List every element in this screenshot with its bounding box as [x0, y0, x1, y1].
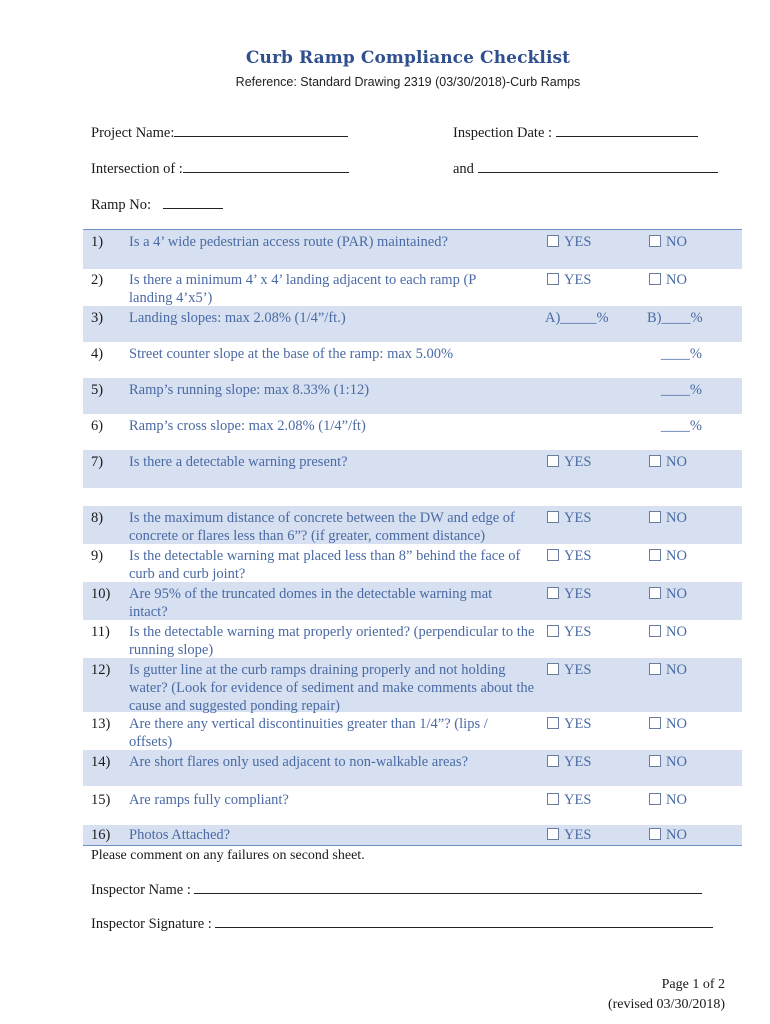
inspection-date-label: Inspection Date : [453, 125, 553, 141]
checkbox-icon [649, 625, 661, 637]
checklist-row-2 [83, 268, 742, 306]
checklist-row-8 [83, 506, 742, 544]
checkbox-icon [547, 663, 559, 675]
and-label: and [453, 161, 474, 177]
inspector-signature-blank[interactable] [215, 915, 713, 928]
checkbox-icon [649, 793, 661, 805]
item-number: 1) [91, 234, 104, 250]
checklist-row-14 [83, 750, 742, 786]
item-number: 14) [91, 754, 111, 770]
checklist-row-16 [83, 825, 742, 845]
item-number: 3) [91, 310, 104, 326]
ramp-no-field[interactable] [91, 196, 223, 214]
intersection-field[interactable] [91, 160, 349, 178]
item-question: Photos Attached? [129, 827, 231, 843]
no-checkbox[interactable] [649, 585, 687, 603]
no-label: NO [666, 716, 687, 732]
yes-checkbox[interactable] [547, 753, 591, 771]
item-number: 8) [91, 510, 104, 526]
inspection-date-field[interactable] [453, 124, 698, 142]
no-label: NO [666, 548, 687, 564]
item-question: Are 95% of the truncated domes in the detectable warning mat intact? [129, 586, 493, 620]
no-label: NO [666, 272, 687, 288]
item-number: 11) [91, 624, 110, 640]
no-label: NO [666, 586, 687, 602]
no-checkbox[interactable] [649, 715, 687, 733]
yes-checkbox[interactable] [547, 233, 591, 251]
item-number: 2) [91, 272, 104, 288]
item-number: 4) [91, 346, 104, 362]
ramp-no-blank[interactable] [163, 196, 223, 209]
inspection-date-blank[interactable] [556, 124, 698, 137]
project-name-blank[interactable] [174, 124, 348, 137]
checkbox-icon [649, 755, 661, 767]
yes-label: YES [564, 586, 592, 602]
percent-field[interactable]: ____% [660, 346, 702, 362]
inspector-name-field[interactable] [91, 881, 702, 899]
item-number: 7) [91, 454, 104, 470]
yes-label: YES [564, 827, 592, 843]
item-question: Ramp’s cross slope: max 2.08% (1/4”/ft) [129, 418, 366, 434]
item-question: Is the detectable warning mat placed less than 8” behind the face of curb and curb joint? [129, 548, 521, 582]
yes-checkbox[interactable] [547, 585, 591, 603]
yes-label: YES [564, 234, 592, 250]
checkbox-icon [547, 549, 559, 561]
yes-label: YES [564, 662, 592, 678]
checklist-row-11 [83, 620, 742, 658]
checkbox-icon [547, 587, 559, 599]
project-name-field[interactable] [91, 124, 348, 142]
checkbox-icon [547, 828, 559, 840]
yes-checkbox[interactable] [547, 453, 591, 471]
revision-date: (revised 03/30/2018) [607, 997, 725, 1012]
item-question: Are short flares only used adjacent to non-walkable areas? [129, 754, 469, 770]
checklist-row-12 [83, 658, 742, 712]
item-number: 10) [91, 586, 111, 602]
no-label: NO [666, 234, 687, 250]
inspector-name-label: Inspector Name : [91, 882, 191, 898]
yes-label: YES [564, 792, 592, 808]
item-question: Is the maximum distance of concrete between the DW and edge of concrete or flares less than 6”? (if greater, comment distance) [129, 510, 515, 544]
yes-label: YES [564, 624, 592, 640]
checkbox-icon [649, 273, 661, 285]
item-number: 12) [91, 662, 111, 678]
yes-checkbox[interactable] [547, 715, 591, 733]
yes-checkbox[interactable] [547, 547, 591, 565]
no-label: NO [666, 624, 687, 640]
item-number: 5) [91, 382, 104, 398]
inspector-signature-field[interactable] [91, 915, 713, 933]
comment-note: Please comment on any failures on second sheet. [91, 848, 365, 863]
checkbox-icon [547, 273, 559, 285]
no-label: NO [666, 510, 687, 526]
inspector-name-blank[interactable] [194, 881, 702, 894]
no-checkbox[interactable] [649, 753, 687, 771]
yes-label: YES [564, 510, 592, 526]
no-label: NO [666, 827, 687, 843]
checkbox-icon [547, 717, 559, 729]
checkbox-icon [547, 625, 559, 637]
item-question: Ramp’s running slope: max 8.33% (1:12) [129, 382, 370, 398]
inspector-signature-label: Inspector Signature : [91, 916, 212, 932]
and-blank[interactable] [478, 160, 718, 173]
no-checkbox[interactable] [649, 791, 687, 809]
yes-label: YES [564, 548, 592, 564]
reference-line: Reference: Standard Drawing 2319 (03/30/2018)-Curb Ramps [235, 75, 581, 89]
checklist-row-3 [83, 306, 742, 342]
checkbox-icon [649, 455, 661, 467]
item-question: Street counter slope at the base of the ramp: max 5.00% [129, 346, 454, 362]
checklist-row-5 [83, 378, 742, 414]
no-label: NO [666, 662, 687, 678]
item-number: 9) [91, 548, 104, 564]
checklist-row-6 [83, 414, 742, 450]
no-checkbox[interactable] [649, 509, 687, 527]
yes-label: YES [564, 454, 592, 470]
checkbox-icon [649, 549, 661, 561]
checkbox-icon [649, 235, 661, 247]
yes-checkbox[interactable] [547, 791, 591, 809]
item-question: Are there any vertical discontinuities greater than 1/4”? (lips / offsets) [129, 716, 488, 750]
no-checkbox[interactable] [649, 233, 687, 251]
yes-checkbox[interactable] [547, 661, 591, 679]
checklist-row-1 [83, 230, 742, 269]
and-field[interactable] [453, 160, 718, 178]
no-label: NO [666, 792, 687, 808]
checkbox-icon [547, 755, 559, 767]
checkbox-icon [649, 587, 661, 599]
yes-label: YES [564, 272, 592, 288]
item-number: 13) [91, 716, 111, 732]
item-question: Landing slopes: max 2.08% (1/4”/ft.) [129, 310, 346, 326]
checkbox-icon [547, 793, 559, 805]
item-question: Is a 4’ wide pedestrian access route (PAR) maintained? [129, 234, 448, 250]
item-number: 15) [91, 792, 111, 808]
no-checkbox[interactable] [649, 623, 687, 641]
page-number: Page 1 of 2 [661, 977, 725, 992]
item-question: Is gutter line at the curb ramps draining properly and not holding water? (Look for evidence of sediment and make comments about the cause and suggested ponding repair) [129, 662, 535, 714]
yes-checkbox[interactable] [547, 623, 591, 641]
intersection-label: Intersection of : [91, 161, 183, 177]
percent-field[interactable]: ____% [660, 382, 702, 398]
no-checkbox[interactable] [649, 271, 687, 289]
no-checkbox[interactable] [649, 661, 687, 679]
page-title: Curb Ramp Compliance Checklist [245, 48, 571, 68]
no-label: NO [666, 454, 687, 470]
checkbox-icon [649, 511, 661, 523]
checkbox-icon [649, 717, 661, 729]
yes-checkbox[interactable] [547, 826, 591, 844]
landing-slope-b-field[interactable]: B)____% [647, 310, 703, 326]
landing-slope-a-field[interactable]: A)_____% [545, 310, 609, 326]
no-checkbox[interactable] [649, 826, 687, 844]
no-checkbox[interactable] [649, 453, 687, 471]
item-question: Is there a minimum 4’ x 4’ landing adjacent to each ramp (P landing 4’x5’) [129, 272, 476, 306]
checkbox-icon [547, 511, 559, 523]
yes-label: YES [564, 754, 592, 770]
item-question: Are ramps fully compliant? [129, 792, 289, 808]
project-name-label: Project Name: [91, 125, 175, 141]
checklist-row-10 [83, 582, 742, 620]
table-bottom-rule [83, 845, 742, 846]
no-label: NO [666, 754, 687, 770]
checkbox-icon [649, 663, 661, 675]
yes-checkbox[interactable] [547, 271, 591, 289]
checklist-row-13 [83, 712, 742, 750]
no-checkbox[interactable] [649, 547, 687, 565]
checklist-row-9 [83, 544, 742, 582]
percent-field[interactable]: ____% [660, 418, 702, 434]
item-number: 16) [91, 827, 111, 843]
checklist-row-4 [83, 342, 742, 378]
checkbox-icon [547, 235, 559, 247]
yes-label: YES [564, 716, 592, 732]
item-question: Is there a detectable warning present? [129, 454, 348, 470]
checkbox-icon [649, 828, 661, 840]
ramp-no-label: Ramp No: [91, 197, 152, 213]
yes-checkbox[interactable] [547, 509, 591, 527]
checkbox-icon [547, 455, 559, 467]
item-number: 6) [91, 418, 104, 434]
checklist-row-15 [83, 788, 742, 824]
item-question: Is the detectable warning mat properly oriented? (perpendicular to the running slope) [129, 624, 535, 658]
checklist-row-7 [83, 450, 742, 488]
intersection-blank[interactable] [183, 160, 349, 173]
